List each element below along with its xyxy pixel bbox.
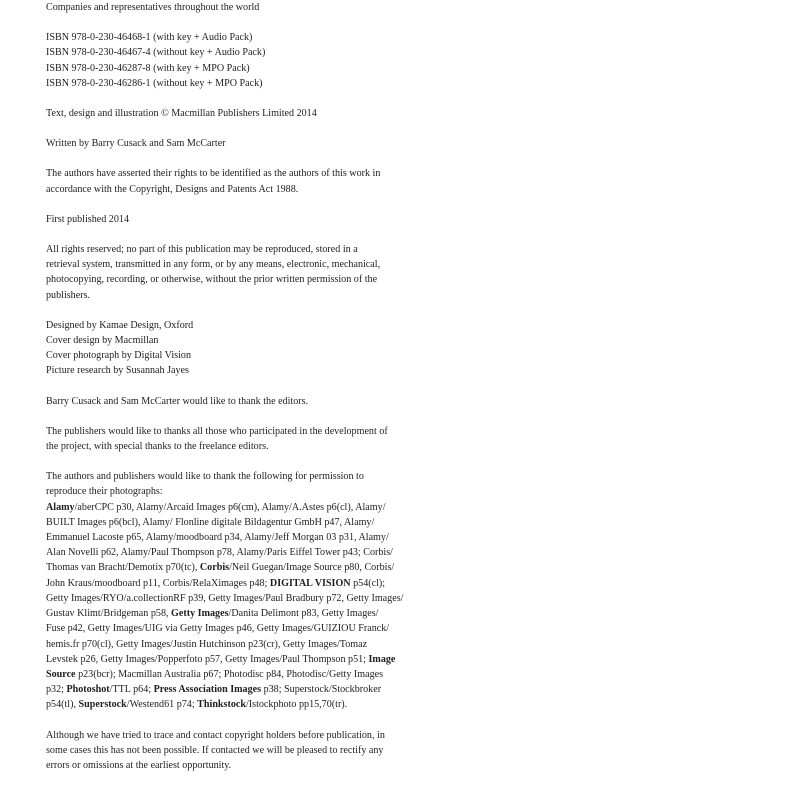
design-credit-line: Designed by Kamae Design, Oxford <box>46 319 194 331</box>
credit-text: /TTL p64; <box>109 684 154 696</box>
isbn-line: ISBN 978-0-230-46287-8 (with key + MPO Pack) <box>46 62 250 74</box>
companies-line: Companies and representatives throughout the world <box>46 2 260 13</box>
permission-intro: The authors and publishers would like to thank the following for permission to reproduce their photographs: <box>46 471 364 498</box>
thanks-editors: Barry Cusack and Sam McCarter would like to thank the editors. <box>46 395 309 407</box>
credit-source-bold: DIGITAL VISION <box>269 577 351 589</box>
credit-text: p23(bcr); Macmillan Australia p67; Photodisc p84, Photodisc/Getty Images p32; <box>46 668 384 696</box>
credit-source-bold: Corbis <box>199 562 230 574</box>
design-credits <box>46 318 506 379</box>
first-published: First published 2014 <box>46 213 129 225</box>
credit-text: p54(cl); Getty Images/RYO/a.collectionRF p39, Getty Images/Paul Bradbury p72, Getty Images/ Gustav Klimt/Bridgeman p58, <box>46 577 404 620</box>
credit-text: /Istockphoto pp15,70(tr). <box>245 699 348 711</box>
isbn-line: ISBN 978-0-230-46286-1 (without key + MPO Pack) <box>46 77 263 89</box>
credit-text: /Neil Guegan/Image Source p80, Corbis/ John Kraus/moodboard p11, Corbis/RelaXimages p48; <box>46 562 395 589</box>
credit-text: /aberCPC p30, Alamy/Arcaid Images p6(cm), Alamy/A.Astes p6(cl), Alamy/ BUILT Images p6(bcl), Alamy/ Flonline digitale Bildagentur GmbH p47, Alamy/ Emmanuel Lacoste p65, Alamy/moodboard p34, Alamy/Jeff Morgan 03 p31, Alamy/ Alan Novelli p62, Alamy/Paul Thompson p78, Alamy/Paris Eiffel Tower p43; Corbis/ Thomas van Bracht/Demotix p70(tc), <box>46 501 393 574</box>
credit-source-bold: Superstock <box>78 699 127 711</box>
isbn-line: ISBN 978-0-230-46467-4 (without key + Audio Pack) <box>46 47 266 59</box>
credit-text: /Westend61 p74; <box>126 699 198 711</box>
credit-source-bold: Image Source <box>46 653 396 680</box>
photo-credits <box>46 500 506 713</box>
all-rights-reserved: All rights reserved; no part of this publication may be reproduced, stored in a retrieval system, transmitted in any form, or by any means, electronic, mechanical, photocopying, recording, or otherwise, without the prior written permission of the publishers. <box>46 244 381 301</box>
credit-source-bold: Photoshot <box>66 684 110 696</box>
credit-source-bold: Alamy <box>46 501 75 513</box>
disclaimer: Although we have tried to trace and contact copyright holders before publication, in some cases this has not been possible. If contacted we will be pleased to rectify any errors or omissions at the earliest opportunity. <box>46 729 385 771</box>
written-by: Written by Barry Cusack and Sam McCarter <box>46 138 226 150</box>
design-credit-line: Picture research by Susannah Jayes <box>46 365 189 377</box>
credit-source-bold: Getty Images <box>171 608 229 620</box>
credit-source-bold: Thinkstock <box>197 699 246 711</box>
credit-text: /Danita Delimont p83, Getty Images/ Fuse p42, Getty Images/UIG via Getty Images p46, Getty Images/GUIZIOU Franck/ hemis.fr p70(cl), Getty Images/Justin Hutchinson p23(cr), Getty Images/Tomaz Levstek p26, Getty Images/Popperfoto p57, Getty Images/Paul Thompson p51; <box>46 608 390 665</box>
design-credit-line: Cover photograph by Digital Vision <box>46 350 191 362</box>
rights-asserted: The authors have asserted their rights to be identified as the authors of this work in accordance with the Copyright, Designs and Patents Act 1988. <box>46 168 381 195</box>
credit-text: p38; Superstock/Stockbroker p54(tl), <box>46 684 382 711</box>
design-credit-line: Cover design by Macmillan <box>46 335 159 347</box>
credit-source-bold: Press Association Images <box>153 684 262 696</box>
copyright-line: Text, design and illustration © Macmillan Publishers Limited 2014 <box>46 108 317 120</box>
isbn-list <box>46 30 506 91</box>
copyright-page <box>46 0 506 773</box>
isbn-line: ISBN 978-0-230-46468-1 (with key + Audio Pack) <box>46 32 253 44</box>
thanks-participants: The publishers would like to thanks all those who participated in the development of the project, with special thanks to the freelance editors. <box>46 425 388 453</box>
